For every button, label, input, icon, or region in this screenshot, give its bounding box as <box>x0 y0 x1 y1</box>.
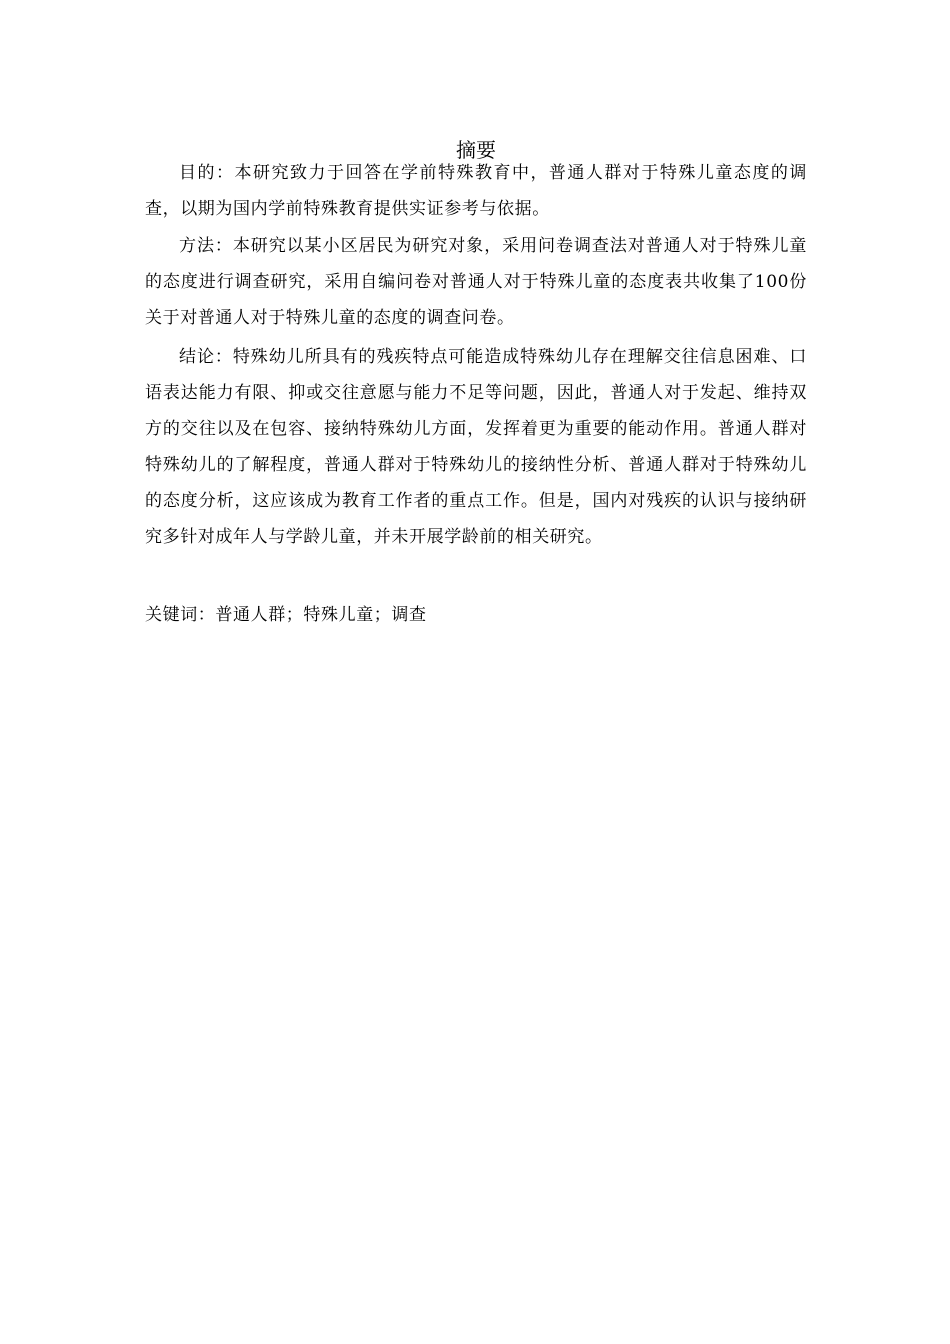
purpose-paragraph: 目的：本研究致力于回答在学前特殊教育中，普通人群对于特殊儿童态度的调查，以期为国内学前特殊教育提供实证参考与依据。 <box>145 163 807 219</box>
keywords-line: 关键词：普通人群；特殊儿童；调查 <box>145 605 427 625</box>
conclusion-paragraph: 结论：特殊幼儿所具有的残疾特点可能造成特殊幼儿存在理解交往信息困难、口语表达能力有限、抑或交往意愿与能力不足等问题，因此，普通人对于发起、维持双方的交往以及在包容、接纳特殊幼儿方面，发挥着更为重要的能动作用。普通人群对特殊幼儿的了解程度，普通人群对于特殊幼儿的接纳性分析、普通人群对于特殊幼儿的态度分析，这应该成为教育工作者的重点工作。但是，国内对残疾的认识与接纳研究多针对成年人与学龄儿童，并未开展学龄前的相关研究。 <box>145 347 807 547</box>
abstract-title: 摘要 <box>456 138 496 163</box>
method-paragraph: 方法：本研究以某小区居民为研究对象，采用问卷调查法对普通人对于特殊儿童的态度进行调查研究，采用自编问卷对普通人对于特殊儿童的态度表共收集了100份关于对普通人对于特殊儿童的态度的调查问卷。 <box>145 236 807 328</box>
